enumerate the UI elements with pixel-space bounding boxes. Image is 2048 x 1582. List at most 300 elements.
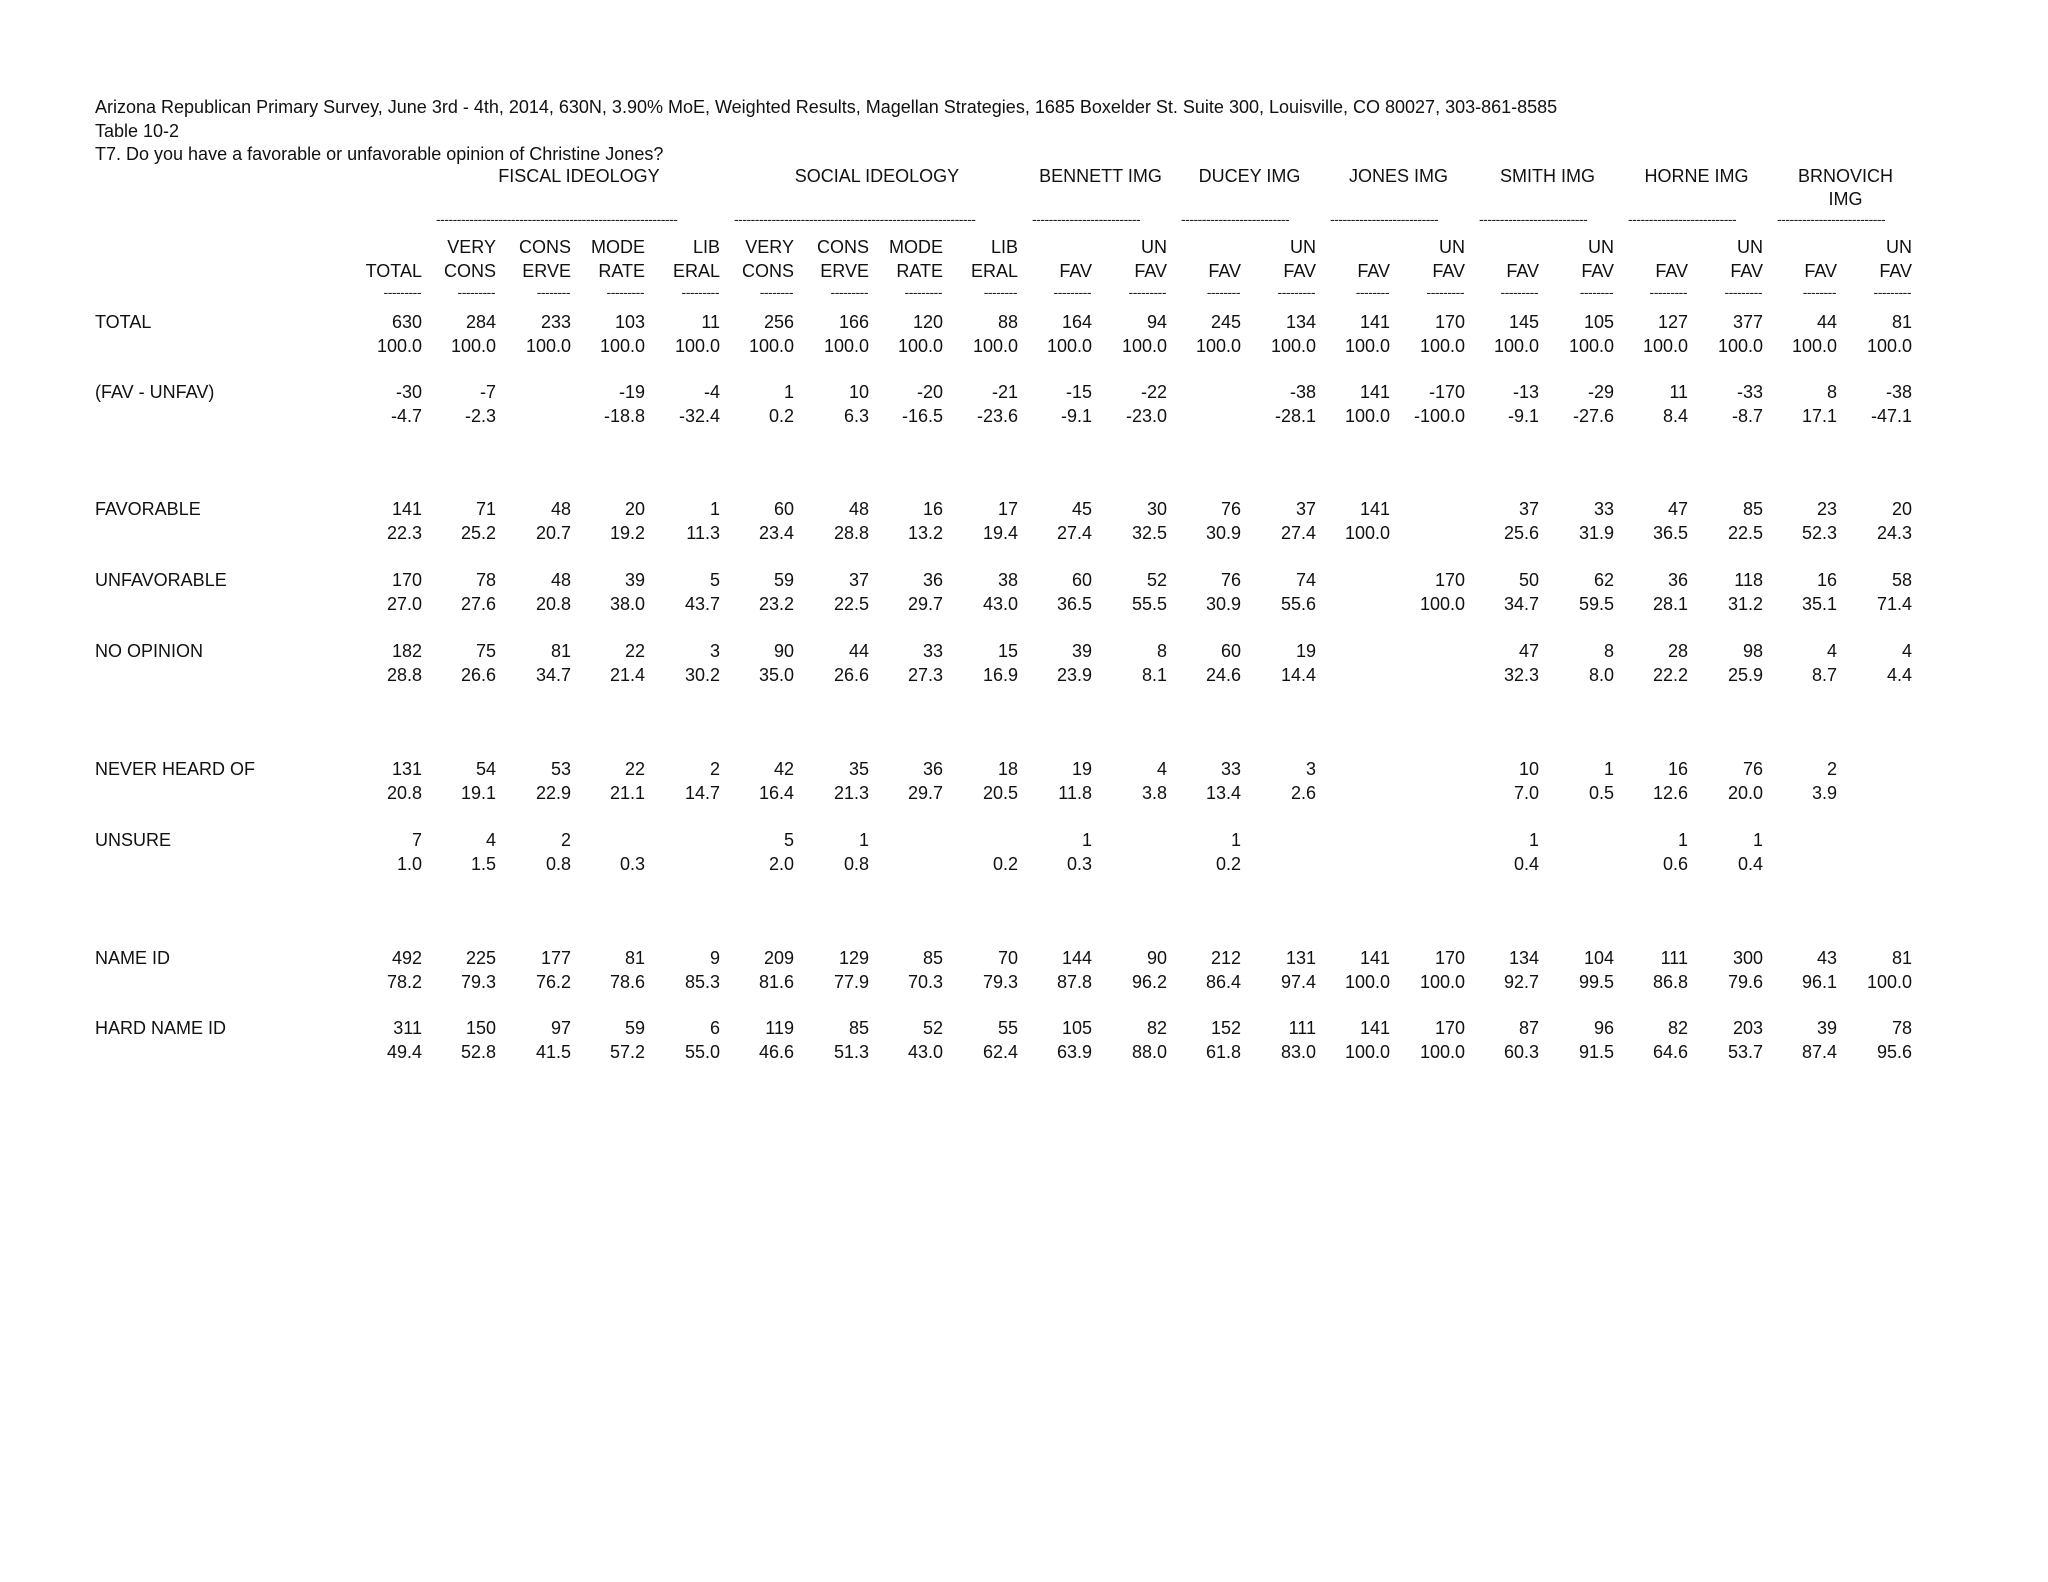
percent-cell: 7.0 <box>1513 783 1539 803</box>
percent-cell: 53.7 <box>1727 1042 1763 1062</box>
percent-cell: 27.4 <box>1280 523 1316 543</box>
count-cell: 11 <box>701 312 720 332</box>
count-cell: 58 <box>1891 570 1912 590</box>
count-cell: 1 <box>1603 759 1614 779</box>
row-label: HARD NAME ID <box>95 1018 227 1038</box>
count-cell: 33 <box>1593 499 1614 519</box>
row-label: (FAV - UNFAV) <box>95 382 215 402</box>
percent-cell: 2.0 <box>768 854 794 874</box>
count-cell: 39 <box>1071 641 1092 661</box>
percent-cell: 43.7 <box>684 594 720 614</box>
count-cell: 141 <box>1359 312 1390 332</box>
percent-cell: 24.3 <box>1876 523 1912 543</box>
percent-cell: 8.7 <box>1811 665 1837 685</box>
group-header: HORNE IMG <box>1644 166 1749 186</box>
count-cell: 88 <box>997 312 1018 332</box>
count-cell: 48 <box>848 499 869 519</box>
count-cell: 177 <box>540 948 571 968</box>
count-cell: 105 <box>1061 1018 1092 1038</box>
percent-cell: 100.0 <box>897 336 943 356</box>
percent-cell: 100.0 <box>1568 336 1614 356</box>
percent-cell: 13.2 <box>907 523 943 543</box>
column-rule: --------- <box>1128 285 1166 299</box>
column-header: VERY CONS <box>741 237 794 281</box>
percent-cell: 92.7 <box>1503 972 1539 992</box>
percent-cell: 19.2 <box>609 523 645 543</box>
column-header: FAV <box>1506 261 1539 281</box>
column-header: FAV <box>1208 261 1241 281</box>
percent-cell: 79.3 <box>460 972 496 992</box>
count-cell: 4 <box>1156 759 1167 779</box>
count-cell: 16 <box>922 499 943 519</box>
count-cell: 145 <box>1508 312 1539 332</box>
count-cell: 81 <box>1891 948 1912 968</box>
count-cell: 37 <box>1295 499 1316 519</box>
percent-cell: 100.0 <box>1419 1042 1465 1062</box>
count-cell: 85 <box>1742 499 1763 519</box>
group-header: BENNETT IMG <box>1039 166 1162 186</box>
count-cell: 131 <box>1285 948 1316 968</box>
percent-cell: 100.0 <box>450 336 496 356</box>
count-cell: 76 <box>1742 759 1763 779</box>
percent-cell: 13.4 <box>1205 783 1241 803</box>
percent-cell: 26.6 <box>833 665 869 685</box>
group-rule: -------------------------- <box>1479 212 1588 226</box>
count-cell: 300 <box>1732 948 1763 968</box>
percent-cell: 0.4 <box>1513 854 1539 874</box>
percent-cell: 12.6 <box>1652 783 1688 803</box>
percent-cell: 11.8 <box>1058 783 1092 803</box>
percent-cell: -23.0 <box>1125 406 1167 426</box>
percent-cell: 35.1 <box>1801 594 1837 614</box>
percent-cell: 25.6 <box>1503 523 1539 543</box>
percent-cell: -2.3 <box>464 406 496 426</box>
count-cell: 90 <box>1146 948 1167 968</box>
percent-cell: 63.9 <box>1056 1042 1092 1062</box>
count-cell: 98 <box>1742 641 1763 661</box>
count-cell: 22 <box>624 641 645 661</box>
count-cell: 8 <box>1156 641 1167 661</box>
column-header: LIB ERAL <box>970 237 1018 281</box>
percent-cell: 8.1 <box>1141 665 1167 685</box>
percent-cell: 27.3 <box>907 665 943 685</box>
count-cell: 23 <box>1816 499 1837 519</box>
count-cell: 164 <box>1061 312 1092 332</box>
percent-cell: 100.0 <box>1344 523 1390 543</box>
question-text: T7. Do you have a favorable or unfavorable opinion of Christine Jones? <box>95 144 664 164</box>
count-cell: 209 <box>763 948 794 968</box>
count-cell: 90 <box>773 641 794 661</box>
percent-cell: -23.6 <box>976 406 1018 426</box>
count-cell: 44 <box>848 641 869 661</box>
count-cell: 62 <box>1593 570 1614 590</box>
percent-cell: -9.1 <box>1507 406 1539 426</box>
percent-cell: 70.3 <box>907 972 943 992</box>
count-cell: 81 <box>624 948 645 968</box>
percent-cell: -100.0 <box>1413 406 1465 426</box>
percent-cell: 71.4 <box>1876 594 1912 614</box>
percent-cell: 100.0 <box>1419 972 1465 992</box>
count-cell: 28 <box>1667 641 1688 661</box>
count-cell: 20 <box>1891 499 1912 519</box>
count-cell: 141 <box>1359 948 1390 968</box>
count-cell: 225 <box>465 948 496 968</box>
column-rule: -------- <box>759 285 793 299</box>
count-cell: 127 <box>1657 312 1688 332</box>
group-header: BRNOVICH IMG <box>1797 166 1893 209</box>
percent-cell: 32.3 <box>1503 665 1539 685</box>
group-rule: -------------------------- <box>1777 212 1886 226</box>
count-cell: 141 <box>1359 1018 1390 1038</box>
column-rule: --------- <box>1277 285 1315 299</box>
percent-cell: 96.1 <box>1801 972 1837 992</box>
percent-cell: 28.8 <box>386 665 422 685</box>
percent-cell: 100.0 <box>1344 1042 1390 1062</box>
count-cell: 20 <box>624 499 645 519</box>
count-cell: 166 <box>838 312 869 332</box>
column-rule: --------- <box>1873 285 1911 299</box>
count-cell: 48 <box>550 570 571 590</box>
count-cell: 60 <box>1220 641 1241 661</box>
percent-cell: 88.0 <box>1131 1042 1167 1062</box>
count-cell: 10 <box>848 382 869 402</box>
count-cell: 111 <box>1660 948 1688 968</box>
column-rule: --------- <box>681 285 719 299</box>
percent-cell: 100.0 <box>1866 336 1912 356</box>
percent-cell: 100.0 <box>1642 336 1688 356</box>
count-cell: 15 <box>997 641 1018 661</box>
count-cell: 492 <box>391 948 422 968</box>
percent-cell: -16.5 <box>901 406 943 426</box>
percent-cell: 19.4 <box>982 523 1018 543</box>
column-header: MODE RATE <box>591 237 645 281</box>
count-cell: 5 <box>783 830 794 850</box>
percent-cell: 57.2 <box>609 1042 645 1062</box>
count-cell: 33 <box>922 641 943 661</box>
percent-cell: -27.6 <box>1572 406 1614 426</box>
percent-cell: 23.4 <box>758 523 794 543</box>
count-cell: 4 <box>1901 641 1912 661</box>
count-cell: -33 <box>1736 382 1763 402</box>
column-rule: --------- <box>457 285 495 299</box>
percent-cell: 30.2 <box>684 665 720 685</box>
percent-cell: 23.9 <box>1056 665 1092 685</box>
count-cell: 76 <box>1220 570 1241 590</box>
percent-cell: 97.4 <box>1280 972 1316 992</box>
count-cell: 55 <box>997 1018 1018 1038</box>
percent-cell: 76.2 <box>535 972 571 992</box>
count-cell: 5 <box>709 570 720 590</box>
count-cell: 203 <box>1732 1018 1763 1038</box>
percent-cell: 86.4 <box>1205 972 1241 992</box>
count-cell: 30 <box>1146 499 1167 519</box>
percent-cell: 14.7 <box>684 783 720 803</box>
count-cell: 141 <box>391 499 422 519</box>
column-header: FAV <box>1804 261 1837 281</box>
percent-cell: 20.8 <box>535 594 571 614</box>
percent-cell: 55.5 <box>1131 594 1167 614</box>
column-header: LIB ERAL <box>672 237 720 281</box>
column-header: VERY CONS <box>443 237 496 281</box>
percent-cell: 3.9 <box>1811 783 1837 803</box>
count-cell: 1 <box>1081 830 1092 850</box>
percent-cell: 17.1 <box>1801 406 1837 426</box>
row-label: UNSURE <box>95 830 172 850</box>
percent-cell: 100.0 <box>1046 336 1092 356</box>
column-rule: --------- <box>1053 285 1091 299</box>
percent-cell: 41.5 <box>535 1042 571 1062</box>
percent-cell: 52.3 <box>1801 523 1837 543</box>
percent-cell: 77.9 <box>833 972 869 992</box>
percent-cell: 55.6 <box>1280 594 1316 614</box>
group-rule: -------------------------- <box>1032 212 1141 226</box>
count-cell: -22 <box>1140 382 1167 402</box>
count-cell: 94 <box>1146 312 1167 332</box>
group-rule: -------------------------- <box>1330 212 1439 226</box>
percent-cell: 43.0 <box>982 594 1018 614</box>
percent-cell: 0.2 <box>768 406 794 426</box>
percent-cell: 100.0 <box>1121 336 1167 356</box>
column-header: UN FAV <box>1730 237 1763 281</box>
row-label: NAME ID <box>95 948 171 968</box>
percent-cell: 16.9 <box>982 665 1018 685</box>
percent-cell: 87.8 <box>1056 972 1092 992</box>
percent-cell: 11.3 <box>686 523 720 543</box>
count-cell: 119 <box>765 1018 794 1038</box>
percent-cell: 1.5 <box>470 854 496 874</box>
column-header: UN FAV <box>1432 237 1465 281</box>
count-cell: 96 <box>1593 1018 1614 1038</box>
count-cell: 6 <box>709 1018 720 1038</box>
count-cell: 1 <box>1230 830 1241 850</box>
percent-cell: 14.4 <box>1280 665 1316 685</box>
percent-cell: 22.2 <box>1652 665 1688 685</box>
percent-cell: 96.2 <box>1131 972 1167 992</box>
column-header: CONS ERVE <box>816 237 869 281</box>
percent-cell: 83.0 <box>1280 1042 1316 1062</box>
count-cell: 52 <box>922 1018 943 1038</box>
count-cell: 4 <box>1826 641 1837 661</box>
percent-cell: 27.4 <box>1056 523 1092 543</box>
count-cell: 9 <box>709 948 720 968</box>
percent-cell: 1.0 <box>396 854 422 874</box>
percent-cell: 64.6 <box>1652 1042 1688 1062</box>
percent-cell: -9.1 <box>1060 406 1092 426</box>
percent-cell: 100.0 <box>823 336 869 356</box>
count-cell: -20 <box>916 382 943 402</box>
percent-cell: 0.3 <box>1066 854 1092 874</box>
percent-cell: 61.8 <box>1205 1042 1241 1062</box>
column-rule: -------- <box>1355 285 1389 299</box>
column-header: FAV <box>1059 261 1092 281</box>
count-cell: 170 <box>1434 1018 1465 1038</box>
count-cell: -15 <box>1065 382 1092 402</box>
column-rule: --------- <box>1426 285 1464 299</box>
percent-cell: 0.2 <box>1215 854 1241 874</box>
percent-cell: 100.0 <box>1791 336 1837 356</box>
percent-cell: 24.6 <box>1205 665 1241 685</box>
count-cell: 233 <box>540 312 571 332</box>
column-header: TOTAL <box>365 261 422 281</box>
column-header: MODE RATE <box>889 237 943 281</box>
percent-cell: 43.0 <box>907 1042 943 1062</box>
percent-cell: 20.5 <box>982 783 1018 803</box>
count-cell: 36 <box>922 759 943 779</box>
count-cell: 284 <box>465 312 496 332</box>
count-cell: 60 <box>773 499 794 519</box>
percent-cell: 95.6 <box>1876 1042 1912 1062</box>
column-rule: -------- <box>1579 285 1613 299</box>
percent-cell: 62.4 <box>982 1042 1018 1062</box>
percent-cell: 36.5 <box>1056 594 1092 614</box>
percent-cell: 36.5 <box>1652 523 1688 543</box>
percent-cell: 22.5 <box>1727 523 1763 543</box>
percent-cell: 100.0 <box>525 336 571 356</box>
count-cell: 105 <box>1583 312 1614 332</box>
count-cell: 630 <box>391 312 422 332</box>
count-cell: 42 <box>773 759 794 779</box>
percent-cell: 100.0 <box>1419 336 1465 356</box>
percent-cell: 0.8 <box>545 854 571 874</box>
percent-cell: 46.6 <box>758 1042 794 1062</box>
count-cell: 17 <box>997 499 1018 519</box>
count-cell: 82 <box>1667 1018 1688 1038</box>
group-header: SMITH IMG <box>1500 166 1595 186</box>
row-label: NEVER HEARD OF <box>95 759 256 779</box>
column-rule: --------- <box>1649 285 1687 299</box>
count-cell: 141 <box>1359 499 1390 519</box>
count-cell: 118 <box>1734 570 1763 590</box>
count-cell: 1 <box>1752 830 1763 850</box>
percent-cell: 87.4 <box>1801 1042 1837 1062</box>
percent-cell: 100.0 <box>1493 336 1539 356</box>
count-cell: 10 <box>1518 759 1539 779</box>
percent-cell: -8.7 <box>1731 406 1763 426</box>
group-header: DUCEY IMG <box>1198 166 1301 186</box>
count-cell: 75 <box>475 641 496 661</box>
count-cell: 81 <box>550 641 571 661</box>
percent-cell: 55.0 <box>684 1042 720 1062</box>
count-cell: 120 <box>912 312 943 332</box>
count-cell: -170 <box>1428 382 1465 402</box>
group-rule: ---------------------------------------------------------- <box>436 212 678 226</box>
count-cell: 3 <box>1305 759 1316 779</box>
percent-cell: 21.4 <box>609 665 645 685</box>
percent-cell: 22.3 <box>386 523 422 543</box>
count-cell: 8 <box>1826 382 1837 402</box>
column-header: UN FAV <box>1581 237 1614 281</box>
count-cell: 245 <box>1210 312 1241 332</box>
percent-cell: 99.5 <box>1578 972 1614 992</box>
count-cell: -30 <box>395 382 422 402</box>
group-header: SOCIAL IDEOLOGY <box>794 166 960 186</box>
percent-cell: 51.3 <box>833 1042 869 1062</box>
percent-cell: 0.6 <box>1662 854 1688 874</box>
column-rule: --------- <box>830 285 868 299</box>
percent-cell: 25.9 <box>1727 665 1763 685</box>
column-rule: --------- <box>606 285 644 299</box>
column-rule: -------- <box>1802 285 1836 299</box>
count-cell: 1 <box>783 382 794 402</box>
count-cell: 150 <box>465 1018 496 1038</box>
column-rule: -------- <box>983 285 1017 299</box>
percent-cell: 4.4 <box>1886 665 1912 685</box>
percent-cell: -47.1 <box>1870 406 1912 426</box>
percent-cell: 100.0 <box>1270 336 1316 356</box>
count-cell: 3 <box>709 641 720 661</box>
column-header: FAV <box>1357 261 1390 281</box>
percent-cell: 20.8 <box>386 783 422 803</box>
percent-cell: 0.8 <box>843 854 869 874</box>
percent-cell: 59.5 <box>1578 594 1614 614</box>
column-header: UN FAV <box>1879 237 1912 281</box>
count-cell: 4 <box>485 830 496 850</box>
count-cell: 16 <box>1816 570 1837 590</box>
percent-cell: 0.2 <box>992 854 1018 874</box>
percent-cell: -32.4 <box>678 406 720 426</box>
count-cell: 7 <box>411 830 422 850</box>
percent-cell: -4.7 <box>390 406 422 426</box>
percent-cell: 16.4 <box>758 783 794 803</box>
count-cell: 131 <box>391 759 422 779</box>
percent-cell: 100.0 <box>674 336 720 356</box>
percent-cell: 78.2 <box>386 972 422 992</box>
count-cell: 50 <box>1518 570 1539 590</box>
count-cell: 53 <box>550 759 571 779</box>
percent-cell: 86.8 <box>1652 972 1688 992</box>
percent-cell: 20.0 <box>1727 783 1763 803</box>
count-cell: -19 <box>618 382 645 402</box>
count-cell: 11 <box>1669 382 1688 402</box>
percent-cell: 100.0 <box>1344 972 1390 992</box>
column-rule: --------- <box>383 285 421 299</box>
count-cell: 38 <box>997 570 1018 590</box>
percent-cell: 2.6 <box>1290 783 1316 803</box>
count-cell: 170 <box>1434 312 1465 332</box>
count-cell: 44 <box>1816 312 1837 332</box>
percent-cell: 23.2 <box>758 594 794 614</box>
count-cell: 212 <box>1210 948 1241 968</box>
count-cell: 103 <box>614 312 645 332</box>
count-cell: 33 <box>1220 759 1241 779</box>
count-cell: 85 <box>848 1018 869 1038</box>
percent-cell: 32.5 <box>1131 523 1167 543</box>
count-cell: 43 <box>1816 948 1837 968</box>
percent-cell: 6.3 <box>843 406 869 426</box>
percent-cell: 78.6 <box>609 972 645 992</box>
percent-cell: 85.3 <box>684 972 720 992</box>
count-cell: 59 <box>624 1018 645 1038</box>
count-cell: 19 <box>1295 641 1316 661</box>
percent-cell: 30.9 <box>1205 523 1241 543</box>
count-cell: 85 <box>922 948 943 968</box>
column-header: UN FAV <box>1283 237 1316 281</box>
percent-cell: 22.5 <box>833 594 869 614</box>
percent-cell: 29.7 <box>907 783 943 803</box>
count-cell: 81 <box>1891 312 1912 332</box>
row-label: TOTAL <box>95 312 152 332</box>
count-cell: 59 <box>773 570 794 590</box>
percent-cell: -18.8 <box>603 406 645 426</box>
count-cell: 19 <box>1071 759 1092 779</box>
count-cell: -4 <box>703 382 720 402</box>
percent-cell: 27.0 <box>386 594 422 614</box>
percent-cell: 100.0 <box>748 336 794 356</box>
count-cell: 70 <box>997 948 1018 968</box>
percent-cell: 28.1 <box>1652 594 1688 614</box>
count-cell: 256 <box>763 312 794 332</box>
count-cell: 78 <box>475 570 496 590</box>
